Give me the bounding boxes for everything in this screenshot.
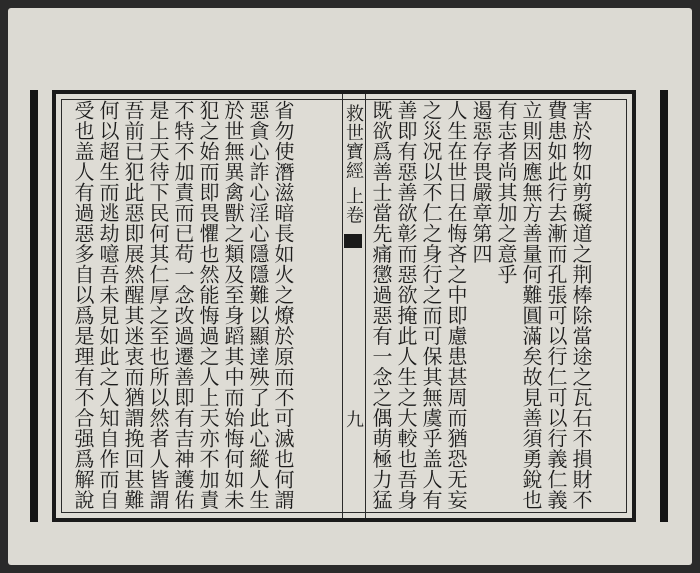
text-column: 立則因應無方善量何難圓滿矣故見善須勇銳也 xyxy=(519,100,543,510)
text-column: 是上天待下民何其仁厚之至也所以然者人皆謂 xyxy=(146,100,170,510)
left-spine-bar xyxy=(30,90,38,522)
text-column: 不特不加責而已苟一念改過遷善即有吉神護佑 xyxy=(171,100,195,510)
book-title: 救世寶經 xyxy=(343,104,364,180)
text-column: 害於物如剪礙道之荆棒除當途之瓦石不損財不 xyxy=(569,100,593,510)
volume-label: 上卷 xyxy=(343,186,364,225)
chapter-heading: 遏惡存畏嚴章第四 xyxy=(469,100,493,264)
text-column: 費患如此行去漸而孔張可以行仁可以行義仁義 xyxy=(544,100,568,510)
text-column: 人生在世日在悔吝之中即慮患甚周而猶恐无妄 xyxy=(444,100,468,510)
text-column: 惡貪心詐心淫心隱隱難以顯達殃了此心縱人生 xyxy=(246,100,270,510)
text-column: 既欲爲善士當先痛懲過惡有一念之偶萌極力猛 xyxy=(369,100,393,510)
text-column: 之災况以不仁之身行之而可保其無虞乎盖人有 xyxy=(419,100,443,510)
text-column: 有志者尚其加之意乎 xyxy=(494,100,518,285)
page-number: 九 xyxy=(343,410,364,428)
fish-tail-mark xyxy=(344,234,362,248)
text-column: 於世無異禽獸之類及至身蹈其中而始悔何如未 xyxy=(221,100,245,510)
right-text-block xyxy=(368,100,593,512)
text-column: 何以超生而逃劫噫吾未見如此之人知自作而自 xyxy=(96,100,120,510)
right-spine-bar xyxy=(660,90,668,522)
text-column: 善即有惡善欲彰而惡欲掩此人生之大較也吾身 xyxy=(394,100,418,510)
text-column: 犯之始而即畏懼也然能悔過之人上天亦不加責 xyxy=(196,100,220,510)
center-title-volume xyxy=(340,104,366,225)
text-column: 省勿使潛滋暗長如火之燎於原而不可滅也何謂 xyxy=(271,100,295,510)
text-column: 吾前已犯此惡即展然醒其迷衷而猶謂挽回甚難 xyxy=(121,100,145,510)
text-column: 受也盖人有過惡多自以爲是理有不合强爲解說 xyxy=(71,100,95,510)
left-text-block xyxy=(70,100,295,512)
